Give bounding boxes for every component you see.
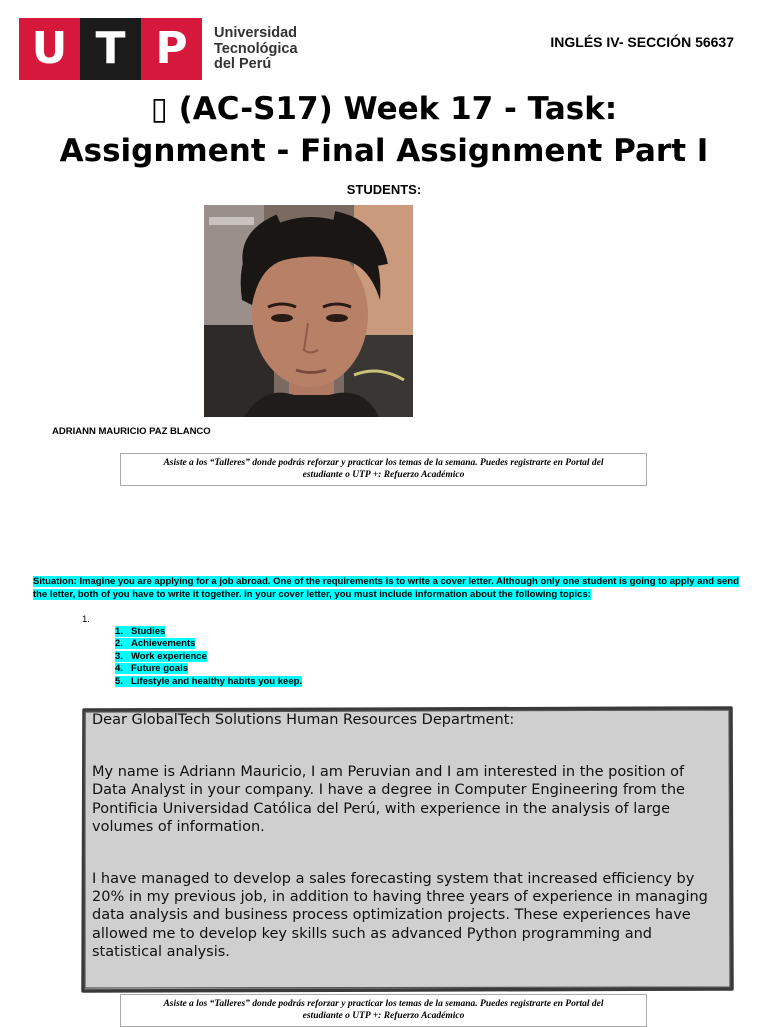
page-title-line: Assignment - Final Assignment Part I xyxy=(59,133,709,169)
logo-letter-p: P xyxy=(155,23,188,74)
workshop-notice-line: Asiste a los “Talleres” donde podrás reforzar y practicar los temas de la semana. Puedes registrarte en Portal del xyxy=(163,999,604,1009)
letter-paragraph: I have managed to develop a sales forecasting system that increased efficiency by 20% in my previous job, in addition to having three years of experience in managing data analysis and business process optimization projects. These experiences have allowed me to develop key skills such as advanced Python programming and statistical analysis. xyxy=(92,871,708,960)
university-name-line: del Perú xyxy=(214,56,272,72)
logo-block-u xyxy=(19,18,80,80)
list-item-label: Lifestyle and healthy habits you keep. xyxy=(131,675,303,687)
workshop-notice xyxy=(120,994,647,1027)
university-name xyxy=(214,26,298,73)
list-item xyxy=(115,651,302,663)
letter-paragraph: My name is Adriann Mauricio, I am Peruvian and I am interested in the position of Data Analyst in your company. I have a degree in Computer Engineering from the Pontificia Universidad Católica del Perú, with experience in the analysis of large volumes of information. xyxy=(92,764,685,835)
list-item xyxy=(115,676,302,688)
situation-highlight: Situation: Imagine you are applying for a job abroad. One of the requirements is to write a cover letter. Although only one student is going to apply and send the letter, both of you have to write it together. In your cover letter, you must include information about the following topics: xyxy=(33,576,739,600)
students-label: STUDENTS: xyxy=(346,182,422,197)
list-item-label: Future goals xyxy=(131,663,189,675)
topics-list xyxy=(115,626,302,688)
list-item-number: 4. xyxy=(115,663,123,675)
list-item-label: Achievements xyxy=(131,638,196,650)
student-photo xyxy=(204,205,413,417)
university-name-line: Tecnológica xyxy=(214,40,298,57)
cover-letter-text xyxy=(92,711,722,961)
student-portrait-illustration xyxy=(204,205,413,417)
logo-block-p xyxy=(141,18,202,80)
list-item xyxy=(115,626,302,638)
workshop-notice xyxy=(120,453,647,486)
workshop-notice-line: estudiante o UTP +: Refuerzo Académico xyxy=(302,470,465,480)
student-name: ADRIANN MAURICIO PAZ BLANCO xyxy=(52,426,211,437)
list-item-number: 1. xyxy=(115,626,123,637)
situation-text xyxy=(33,575,743,601)
page-title-line: ▯ (AC-S17) Week 17 - Task: xyxy=(150,91,618,127)
list-item-number: 2. xyxy=(115,638,123,650)
list-item-number: 3. xyxy=(115,650,123,662)
workshop-notice-line: Asiste a los “Talleres” donde podrás reforzar y practicar los temas de la semana. Puedes registrarte en Portal del xyxy=(163,458,604,468)
logo-letter-u: U xyxy=(31,23,68,74)
university-name-line: Universidad xyxy=(214,25,297,41)
logo-block-t xyxy=(80,18,141,80)
list-item-label: Studies xyxy=(131,626,166,637)
workshop-notice-line: estudiante o UTP +: Refuerzo Académico xyxy=(302,1011,465,1021)
list-item xyxy=(115,663,302,675)
letter-greeting: Dear GlobalTech Solutions Human Resources Department: xyxy=(92,712,515,728)
page-title xyxy=(0,88,768,172)
list-item xyxy=(115,638,302,650)
outer-list-number: 1. xyxy=(82,614,90,625)
list-item-number: 5. xyxy=(115,675,123,687)
list-item-label: Work experience xyxy=(131,650,207,662)
course-label: INGLÉS IV- SECCIÓN 56637 xyxy=(550,34,734,50)
logo-letter-t: T xyxy=(95,23,126,74)
